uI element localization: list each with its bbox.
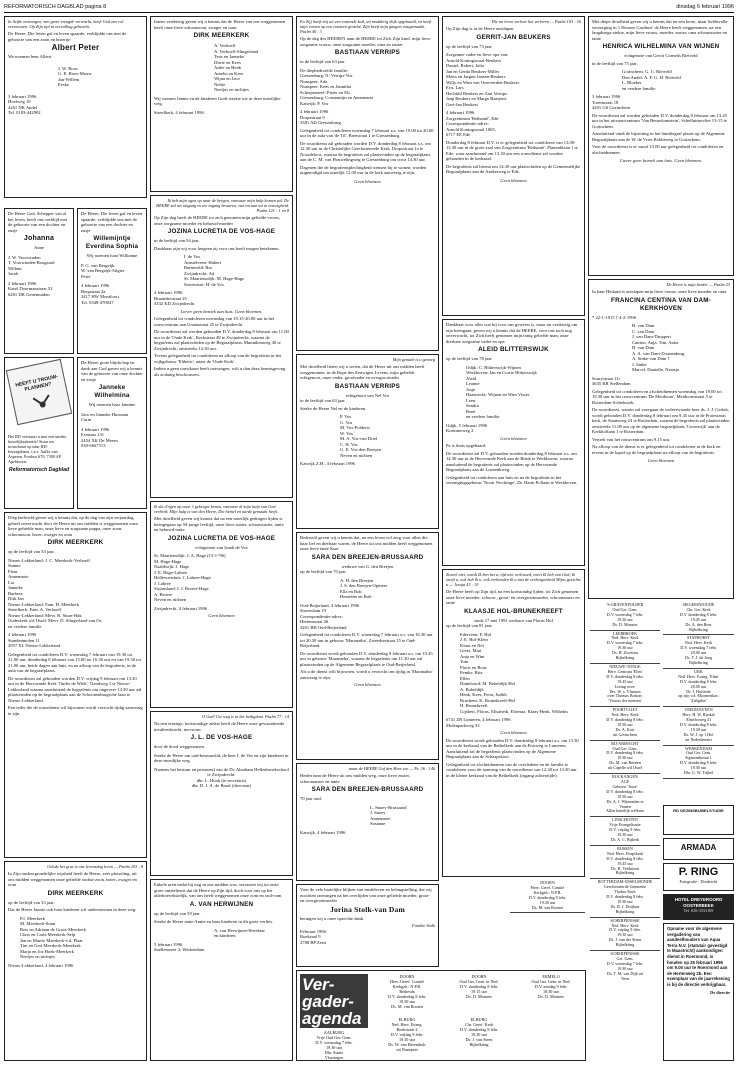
address: 5 februari 1996 Snellenweer 2, Werkendam <box>154 941 205 952</box>
family-list: Odijk: C. Blitterswijk-Wijnen Werkhoven: Jan en Corrie Blitterswijk Aleid Leanne Josje Haastrecht: Wijnen en Wim Visser Leen Sandra René en verdere familie <box>466 364 537 419</box>
thanks-jorina-stolk <box>296 884 439 967</box>
church-services-left <box>590 602 660 982</box>
obituary-bastiaan-verrips-inlaws <box>296 354 439 529</box>
bible-verse: Mijn genade is u genoeg <box>392 357 435 362</box>
visit-note: Liever geen bezoek aan huis. Geen bloemen. <box>180 308 263 314</box>
wish-text: Sterke de Heere om oud-bestuurslid, de heer I. de Vos en zijn kinderen in deze moeilijke weg. <box>154 752 289 763</box>
intro-verse: In liefde ontvangen, met grote vreugde verwacht, heeft God ons vol vertrouwen. Op Zijn tijd in vervulling gebracht. <box>8 19 124 29</box>
parents: Jaco en Janneke Huisman Carin <box>81 411 129 422</box>
funeral-info: De rouwdienst, waarin zal voorgaan de weleerwaarde heer ds. J. J. Gerlab, wordt gehouden D.V. donderdag 8 februari om 9.45 uur in de Protestants kerk, de Staatsweg 24 te Rotterdam, waarna de begrafenis zal plaatsvinden omstreeks 11.00 uur op de algemene begraafplaats 'Crooswijk' aan de Kerkhoflaan 1 te Rotterdam. <box>592 407 730 434</box>
family-list: De diepbedroefde familie: Giessenburg: N. Verrips-Vos Nunspeet: Ada Nunspeet: Kees en Jannitha Scherpenzeel: Pieter en Els Giessenburg: Constantijn en Annemarie Katwijk: P. Vos <box>300 67 374 106</box>
age: op de leeftijd van 81 jaar. <box>446 623 493 628</box>
bible-verse: O God! Uw weg is in het heiligdom. Psalm 77 : 14 <box>201 714 289 719</box>
deceased-name: BASTIAAN VERRIPS <box>334 382 401 390</box>
age: in de leeftijd van 94 jaar. <box>154 238 200 243</box>
obituary-gerrit-jan-beukers <box>442 16 585 316</box>
obituary-dirk-meerkerk-parents <box>4 861 147 1061</box>
service-item: VRIEZENVEEN Herv. H. W. Rietkal Almelosweg 41 D.V. donderdag 8 febr. 19.30 uur Ds. W. J. op 't Hof uit Nederhemert <box>663 707 734 745</box>
child-name: Johanna <box>23 235 55 242</box>
place-date: Nieuw-Lekkerland, 4 februari 1996 <box>8 962 74 968</box>
address: Februari 1996 Boekzaal 9 2788 BP Zeist <box>300 928 327 945</box>
funeral-info: De rouwdienst zal worden gehouden D.V. donderdag 8 februari om 13.45 uur in het uitvaartcentrum 'Van Beusekomstein', Schelluinsevliet 13-15 te Gorinchem. <box>592 112 728 129</box>
age: op de leeftijd van 33 jaar. <box>8 549 55 554</box>
church-services-col4 <box>510 880 585 968</box>
age: in de leeftijd van 63 jaar. <box>300 398 346 403</box>
deceased-name: Jorina Stolk-van Dam <box>330 904 405 914</box>
wedding-gift-illustration <box>6 359 72 425</box>
agenda-item: DOORN Herv. Geref. Comité Kerkgeb.: N.P.B. Bethesda D.V. donderdag 8 febr. 19.30 uur Ds. M. van Rooten <box>387 974 427 1009</box>
board-text: Namens het bestuur en personeel van de Dr. Abraham Hellenbroekschool te Zwijndrecht: <box>154 766 289 777</box>
obituary-aleid-blitterswijk <box>442 319 585 566</box>
family-signature: Familie Stolk <box>411 923 435 928</box>
ad-title: RD GEZINSBIJBELSTUDIE <box>673 808 724 813</box>
child-name: Janneke Wilhelmina <box>94 384 130 399</box>
promo-text: Het RD verstuurt u met een unieke huwelijksattentie! Stuur uw trouwkaart op naar RD-bezorgdienst, t.a.v. Aafke van Asperen, Postbus 670, 7300 AP Apeldoorn. <box>8 434 67 464</box>
armada-ad <box>663 838 734 860</box>
no-flowers: Geen bloemen <box>354 682 381 687</box>
announcement-text: Met droefheid geven wij kennis dat na een moeilijk gedragen lijden is heengegaan op 94-jarige leeftijd, onze lieve zuster, schoonzuster, tante en behuwd-tante <box>154 516 284 532</box>
funeral-info: De rouwdienst zal gehouden worden D.V. donderdag 8 februari a.s. om 12.30 uur in de Christelijke Gereformeerde Kerk, Dorpsstraat 1a te Noordeloos, waarna de begrafenis zal plaatsvinden op de begraafplaats aan de C. M. van Houwelingweg te Giessenburg om circa 14.30 uur. <box>300 140 431 162</box>
brand-logo: Reformatorisch Dagblad <box>8 467 70 473</box>
service-item: ROTTERDAM-IJSSELMONDE Gereformeerde Gemeente Thabor Kerk D.V. donderdag 8 febr. 19.30 uur Ds. R. J. Dorjbart Bijbelkring <box>590 879 660 917</box>
agenda-item: AALBURG Vrije Oud Ger. Gem. D.V. woensdag 7 febr. 19.30 uur Dhr. Staats Vlassingen <box>315 1030 353 1060</box>
announcement-text: Na een ernstige, kortstondige ziekte heeft de Heere onze gewaardeerde invalieerkracht, mevrouw <box>154 721 285 732</box>
bible-verse: Die nu leven verloor het verloren — Psalm 103 : 16 <box>491 19 581 24</box>
obituary-klaasje-hol-brunekreeft <box>442 569 585 877</box>
bible-verse: Gelukt het gras is ons levensdag leven — Psalm 103 : 8 <box>47 864 143 869</box>
age: op de leeftijd van 73 jaar. <box>446 43 493 49</box>
family-list: A. van Herwijnen-Havelaar en kinderen <box>214 927 265 938</box>
birth-announcement-willemijntje <box>77 208 147 354</box>
page-header <box>4 3 734 13</box>
family-list: A. Verhoeff A. Verhoeff-Slingerland Teus en Janneke Dirrie en Kees Adrie en Henk Amelia en Kees Wijna en Jaco Neltie Neefjes en nichtjes <box>214 43 259 92</box>
no-flowers: Geen bloemen <box>500 177 527 183</box>
notice-text: Indien u geen rouwkaart heeft ontvangen, wilt u dan deze kennisgeving als zodanig beschouwen. <box>154 366 286 377</box>
birth-announcement-albert-peter <box>4 16 147 198</box>
deceased-name: GERRIT-JAN BEUKERS <box>476 33 551 41</box>
deceased-name: JOZINA LUCRETIA DE VOS-HAGE <box>167 534 276 542</box>
parents: J. W. Roos G. E. Roos-Mouw Jan-Willem Eeske <box>58 65 92 87</box>
nickname: We noemen hem Albert <box>8 54 52 59</box>
spouse: echtgenote van Izaak de Vos <box>195 544 248 550</box>
parents: P. G. van Bergeijk W. van Bergeijk-Stigter Peter <box>81 262 125 279</box>
obituary-sara-den-breejen-siblings <box>296 763 439 881</box>
church-services-right <box>663 602 734 802</box>
spouse: echtgenoot van Nel Vos <box>345 392 390 398</box>
family-list: P. Vos G. Vos M. Vos-Polderts W. Vos M. A. Vos-van Driel C. H. Vos G. E. Vos-den Breejen Neven en nichten <box>340 414 382 458</box>
deceased-name: KLAASJE HOL-BRUNEKREEFT <box>464 607 563 615</box>
deceased-name: FRANCINA CENTINA VAN DAM-KERKHOVEN <box>611 296 711 312</box>
obituary-francina-van-dam <box>588 279 734 599</box>
agenda-item: ELBURG Chr. Geref. Kerk D.V. donderdag 8 febr. 19.30 uur Ds. J. van Steen Bijbelkring <box>459 1017 499 1047</box>
deceased-name: SARA DEN BREEJEN-BRUSSAARD <box>311 786 424 793</box>
service-item: RIJ-ARMACHT Oud Ger. Gem. D.V. donderdag 8 febr. 19.30 uur Ds. M. van Reenen uit Capelle a/d IJssel <box>590 741 660 774</box>
parents: J. W. Voorwinden T. Voorwinden-Boogaard Willem Jacob <box>8 254 55 276</box>
family-list: L. Snoey-Brussaard J. Snoey Annemarie Susanne <box>370 804 407 826</box>
p-ring-ad <box>663 863 734 891</box>
departure-info: Vertrek van het rouwcentrum om 9.15 uur. <box>592 436 671 442</box>
address: 4 februari 1996 Bruanderstraat 25 3332 KD Zwijndrecht <box>154 290 195 306</box>
age: op de leeftijd van 33 jaar. <box>8 899 55 905</box>
announcement-text: Heden nam de Heere uit ons midden weg, onze lieve zuster, schoonzuster en tante <box>300 773 411 784</box>
agenda-title: Ver-gader-agenda <box>300 974 368 1028</box>
place-date: Streefkerk, 4 februari 1996 <box>154 109 204 115</box>
deceased-name: DIRK MEERKERK <box>193 32 250 39</box>
agenda-item: DOORN Oud Ger. Gem. in Ned. D.V. donderdag 8 febr. 19.15 uur Ds. D. Monster <box>459 974 499 999</box>
address: 4 februari 1996 Dorpsstraat 9 3381 AD Giessenburg <box>300 109 341 125</box>
announcement-text: Op de dag des HEEREN nam de HEERE tot Zich Zijn kind, mijn lieve zorgzame vrouw, onze zorgzame moeder, oma en zuster <box>300 36 431 47</box>
nickname: Wij noemen haar Willianne <box>86 253 138 258</box>
condolence-after: Na afloop van de dienst is er gelegenheid tot condoleren in de kerk en tevens in de kapel op de begraafplaats na afloop van de begrafenis. <box>592 444 721 455</box>
bible-verse: maar de HEERE Gaf den Heer toe — Ps. 36 : 146 <box>348 766 435 771</box>
address: Sourystraat 11c 3635 KR Stellendam <box>592 375 631 386</box>
deceased-name: BASTIAAN VERRIPS <box>334 49 401 56</box>
no-flowers: Geen bloemen <box>500 730 527 735</box>
announcement-text: Intens verdrietig geven wij u kennis dat de Heere van ons weggenomen heeft onze lieve schoonzoon, zwager en oom <box>154 19 286 30</box>
address: Oud-Beijerland, 4 februari 1996 Stavenlaan 19 Correspondentie-adres: Hertenstraat 26 3261 BH Oud-Beijerland <box>300 602 360 630</box>
age: op de leeftijd van 59 jaar. <box>154 910 201 916</box>
address: 3 februari 1996 Hoefweg 19 4261 NK Andel Tel. 0183-442902 <box>8 93 41 115</box>
condolence-info: Gelegenheid tot condoleren aan huis en na de begrafenis in het verenigingsgebouw 'Nooit Verchinge', Dr. Harm Pollaan te Werkhoven. <box>446 474 578 485</box>
ad-title: P. RING <box>678 866 719 878</box>
address: 4 februari 1996 Bergstraat 2a 2417 HW Montfoort Tel. 0348-470047 <box>81 283 119 305</box>
address: Odijk, 5 februari 1996 Krommeweg 2 <box>446 422 488 433</box>
condolence-info: Gelegenheid tot condoleren woensdag van 19.15-20.00 uur in het rouwcentrum aan Uraanstraat 25 te Zwijndrecht. <box>154 316 275 327</box>
obituary-sara-den-breejen-family <box>296 532 439 760</box>
no-flowers: Geen bloemen <box>500 435 527 441</box>
service-item: 'S-GRAVENPOLDER Oud Ger. Gem. D.V. woensdag 7 febr. 19.30 uur Ds. D. Monster <box>590 602 660 631</box>
family-list: Nieuw-Lekkerland: J. C. Meerkerk-Verhoeff Stanne Fleur Annemarie Lia Janneke Barbera Dirk Jan Nieuw-Lekkerland: Fam. H. Meerkerk Streefkerk: Fam. A. Verhoeff Nieuw-Lekkerland: Mevr. B. Sturn-Hak Ouderkerk a/d IJssel: Mevr. D. Slingerland-van Os en verdere familie <box>8 557 102 629</box>
deceased-name: J. L. DE VOS-HAGE <box>190 734 253 741</box>
ad-subtitle: Fotografie - Dordrecht <box>679 879 718 884</box>
aqua-terra-notice <box>663 923 734 1061</box>
service-item: NIEUWE-TONGE Herv. Centrum 'Elim' D.V. donderdag 8 febr. 19.45 uur Lezing over: Drs. W. v. Vlastuin over Thomas Boston: 'Vissers der mensen' <box>590 664 660 707</box>
wish-text: Dat de Heere Jannie ook haar kinderen wil ondersteunen in deze weg. <box>8 907 137 912</box>
funeral-info: De rouwdienst zal worden gehouden D.V. donderdag 8 februari om 11.00 uur in de 'Oude Kerk', Kerkstraat 49 te Zwijndrecht, waarna de begrafenis zal plaatsvinden op de Begraafplaats, Munnikenweg 40 te Zwijndrecht, omstreeks 12.30 uur. <box>154 329 289 351</box>
condolence-info: Gelegenheid tot condoleren D.V. woensdag 7 februari van 19.30 tot 21.00 uur, donderdag 8 februari van 15.00 tot 16.30 uur en van 19.30 tot 21.00 uur, beide dagen aan huis, en na afloop van de begrafenis, in de aula van de begraafplaats. <box>8 651 142 673</box>
bible-verse: En Zijj hoeft mij uit een ruisende kuil, uit modderig slijk opgehaald, en heeft mijn voeten op een rotsteen gesteld; Zijn heeft mijn gangen vastgemaakt. Psalm 40 : 3 <box>300 19 432 34</box>
obituary-school-board <box>150 711 293 876</box>
family-list: H. van Dam C. van Dam J. van Dam-Droppert Catrien, Anja, Tim, Anita H. van Dam A. A. van Dam-Zwanenburg A. Sinke-van Dam † J. Sinke Marcel, Danielle, Natasja <box>632 323 685 372</box>
page-date: dinsdag 6 februari 1996 <box>676 4 734 10</box>
rd-wedding-promo <box>4 357 74 509</box>
address: 4 februari 1996 Standenmolen 11 2957 XL Nieuw-Lekkerland <box>8 632 61 648</box>
announcement-text: De Heere heeft op Zijn tijd, na een kortstondig lijden, tot Zich genomen onze lieve moeder, schoon-, groot- en overgrootmoeder, schoonzuster en tante <box>446 589 580 605</box>
announcement-text: Diep bedroefd geven wij u kennis dat, op de dag van zijn verjaardag, geheel onverwacht door de Heere uit ons midden is weggenomen onze lieve gehielde man, onze lieve en zorgzame pappa, onze zoon, schoonzoon, broer, zwager en oom <box>8 515 138 537</box>
family-list: P.I. Meerkerk M. Meerkerk-Stam Bets en Adriaan de Groot-Meerkerk Chris en Carla Meerkerk-Selp Jan en Marrie Meerkerk-v.d. Plaat Tini en Gert Meerkerk-Meerkerk Marja en Jos Hoek-Meerkerk Neefjes en nichtjes <box>20 915 87 959</box>
announcement-text: De Heere God, Schepper van al het leven, heeft ons verblijd met de geboorte van een dochter en zusje <box>8 211 68 233</box>
subtext: door de dood weggenomen. <box>154 744 206 749</box>
deceased-name: DIRK MEERKERK <box>47 889 104 897</box>
service-item: SIEGERSWOUDE Chr. Ger. Kerk D.V. donderdag 8 febr. 19.45 uur Ds. A. den Boer Bijbelkring <box>663 602 734 635</box>
service-item: WERKENDAM Oud Ger. Gem. Sigmondstraat 1 D.V. donderdag 8 febr. 19.30 uur Dhr. G. W. Trijbel <box>663 746 734 779</box>
gratitude: Dankbaar zijn wij voor hetgeen zij voor ons heeft mogen betekenen. <box>154 245 280 251</box>
deceased-name: ALEID BLITTERSWIJK <box>478 346 549 353</box>
announcement-text: In Zijn ondoorgrondelijke wijsheid heeft de Heere, zeer plotseling, uit ons midden weggenomen onze geliefde oudste zoon, broer, zwager en oom <box>8 871 137 887</box>
wish-text: Wij wensen Jannie en de kinderen Gods sterkte toe in deze moeilijke weg. <box>154 95 281 106</box>
service-item: POORTVLIET Ned. Herv. Kerk D.V. donderdag 8 febr. 19.30 uur Ds. A. Kort uit Gorinchem <box>590 707 660 740</box>
obituary-dirk-meerkerk-inlaws <box>150 16 293 192</box>
child-second-name: Anne <box>34 245 44 250</box>
paper-name: REFORMATORISCH DAGBLAD pagina 8 <box>4 4 107 10</box>
funeral-info: De rouwdienst zal gehouden worden D.V. vrijdag 9 februari om 13.30 uur in de Hervormde Kerk 'Onder de Wiek', Tiendweg 1 te Nieuw-Lekkerland waarna aansluitend de begrafenis om ongeveer 14.30 uur zal plaatsvinden op de begraafplaats aan de Schoonenburgsche laan te Nieuw-Lekkerland. <box>8 675 142 703</box>
place-date: Zwijndrecht, 4 februari 1996 <box>154 605 208 611</box>
widow-of: sinds 17 mei 1991 weduwe van Florus Hol <box>474 617 553 623</box>
ad-text: Tel. 026-3333169 <box>683 908 714 913</box>
child-name: Willemijntje Everdina Sophia <box>85 235 139 250</box>
deceased-name: JOZINA LUCRETIA DE VOS-HAGE <box>167 228 276 235</box>
agenda-item: ELBURG Ned. Herv. Evang. Boekstraat 2 D.V. vrijdag 9 febr. 19.30 uur Ds. W. van Herenthals uit Nunspeet <box>388 1017 426 1052</box>
funeral-info: De begrafenis zal hierna om 14.30 uur plaatsvinden op de Gemeentelijke Begraafplaats aan de Aaakerweg te Ede. <box>446 163 581 174</box>
wish-text: Sterke de Heere Nel en de kinderen. <box>300 405 367 411</box>
signatories: dhr. L. Hook (te secretaris) dhr. D. J. A. de Brual (directeur) <box>191 777 252 788</box>
ad-title: HOTEL DREYEROORD OOSTERBEEK <box>674 897 723 908</box>
extra-condolence: Tevens gelegenheid tot condoleren na afloop van de begrafenis in het wijkgebouw 'Elthetic', naast de 'Oude Kerk'. <box>154 353 282 364</box>
obituary-jozina-de-vos-hage-siblings <box>150 501 293 708</box>
age: op de leeftijd van 70 jaar. <box>300 569 347 574</box>
notice-signature: De directie <box>710 989 730 995</box>
deceased-name: DIRK MEERKERK <box>47 539 104 546</box>
obituary-dirk-meerkerk-family <box>4 512 147 858</box>
announcement-text: In haar Heiland is ontslapen mijn lieve vrouw, onze lieve moeder en oma <box>592 289 727 294</box>
deceased-name: SARA DEN BREEJEN-BRUSSAARD <box>311 553 424 561</box>
deceased-name: A. VAN HERWIJNEN <box>189 900 254 908</box>
obituary-henrica-van-wijnen <box>588 16 734 276</box>
notice-text: Opname voor de algemene vergadering van aandeelhouders van Aqua Terra N.V. (statutair gevestigd te Maastricht) aankondigen dienst in Roermond, is houden op 25 februari 1996 om 9.00 uur te Roermond aan de Hertenweg 2b. Een exemplaar van de jaarrekening is bij de directie verkrijgbaar. <box>667 926 730 987</box>
attendance-note: Als u de dienst wilt bijwonen, wordt u verzocht om tijdig in 'Maranatha' aanwezig te zijn. <box>300 669 433 680</box>
condolence-info: Voor de rouwdienst is er vanaf 13.00 uur gelegenheid tot condoleren en afscheidnemen. <box>592 144 724 155</box>
service-item: DOORN Herv. Geref. Comité Kerkgeb.: N.P.B. D.V. donderdag 8 febr. 19.30 uur Ds. M. van Rooten <box>510 880 585 913</box>
address: 4 februari 1996 Evenaar 131 2454 XK De Meern 030-6667513 <box>81 426 118 448</box>
age: op de leeftijd van 78 jaar. <box>446 356 493 361</box>
obituary-jozina-de-vos-hage-family <box>150 195 293 498</box>
announcement-text: Op Zijn dag is in de Heere ontslapen <box>446 26 514 31</box>
service-item: URK Ned. Herv. Evang. 'Elim' D.V. donderdag 8 febr. 20.00 uur Dr. J. Hofstede op zijn v.d. Moomenkas: 'Zaligdoe' <box>663 669 734 707</box>
announcement-text: De Heere, Die leven gaf en leven spaarde, verblijdde ons met de geboorte van een zoon en broertje <box>8 31 127 42</box>
no-flowers: Geen bloemen <box>208 613 235 618</box>
family-list: A. H. den Breejen J. S. den Breejen-Opmeer Ella en Bob Henriëtte en Rob <box>340 577 388 599</box>
announcement-text: De Heere grote blijdschap en dank aan God gaven wij u kennis van de geboorte van onze dochter en zusje <box>81 360 143 382</box>
obituary-bastiaan-verrips-family <box>296 16 439 351</box>
rd-gezinsbijbelstudie-ad <box>663 805 734 835</box>
age: 70 jaar oud. <box>300 796 322 801</box>
family-list: I. de Vos Amstelveen: Hubert Barneveld: Ria Zwijndrecht: Ad St. Maartensdijk: M. Hage-Hage Stavenisse: H. de Vos <box>184 254 245 287</box>
condolence-info: Gelegenheid tot condoleren D.V. woensdag 7 februari a.s. van 16.30 uur tot 20.30 uur in gebouw 'Maranatha', Zweedsestraat 15 te Oud-Beijerland. <box>300 632 433 648</box>
family-list: Ederveen: F. Hol J. E. Hol-Klein Klaas en Nel Greet, Mart Anja en Wim Tom Floris en Rosa Femke, Rita Ellen Dinteloord: M. Bobeldijk-Hol A. Bobeldijk Henk, Kees, Fetra, Judith Bruchem: K. Brunekreeft-Hol H. Brunekreeft Gijsbert, Florus, Elisabeth, Elsemia, Klaas-Henk, Wilhelm <box>460 631 568 714</box>
announcement-text: Enkele uren nadat hij nog in ons midden was, verrasten wij tot onze grote ontsteltenis dat de Heere op Zijn tijd, doch voor ons op het allerhoevekstelijk, van ons heeft weggenomen onze oom en oud-oom <box>154 882 282 898</box>
announcement-text: Met droefheid lieten wij u weten, dat de Heere uit ons midden heeft weggenomen, in de Rope des Eeuwigen Levens, mijn geliefde echtgenoot, onze vader, grootvader en overgrootvader <box>300 364 425 380</box>
age: in de leeftijd van 75 jaar. <box>592 60 638 66</box>
burial-info: Aansluitend vindt de bijzetting in het familiegraf plaats op de Algemene Begraafplaats aan de W. de Vries Robbeweg te Gorinchem. <box>592 131 725 142</box>
condolence-info: Gelegenheid tot afscheidnemen van de overledene en de familie te condoleren voor de aanvang van de rouwdienst van 12.30 tot 13.30 uur in de kleine kerkzaal van de Bethelkerk (ingang achterzijde). <box>446 761 577 778</box>
hotel-dreyeroord-ad <box>663 894 734 920</box>
gift-bow-icon <box>7 360 73 426</box>
bible-verse: De Heere is mijn herder — Psalm 23 <box>666 282 730 287</box>
deceased-name: HENRICA WILHELMINA VAN WIJNEN <box>602 43 720 50</box>
condolence-info: Gelegenheid tot condoleren en afscheidnemen woensdag van 19.00 tot 19.30 uur in het rouwcentrum 'De Meidoorn', Meidoornstraat 5 te Rotterdam-Schiebroek. <box>592 388 722 405</box>
announcement-text: Op Zijn dag heeft de HEERE tot zich genomen mijn geliefde vrouw, onze zorgzame moeder en behuwd-moeder <box>154 215 280 226</box>
ad-title: ARMADA <box>680 843 717 852</box>
announcement-text: Met diepe droefheid geven wij u kennis dat na een korte, maar liefdevolle verzorging in 't Nieuwe Gasthuis' de Heere heeft weggenomen, na een langdurige ziekte, mijn lieve vrouw, moeder, zuster, oma schoonzuster en tante <box>592 19 728 41</box>
family-list: Zorgzame vader en lieve opa van: Arnold Koningswaal-Beukers Daniel, Robert, Julia Jan en Gerda Beukers-Miller Metta en Jurgen Jansen-Beukers Willy en Wim van Ooerverden-Beukers Eva, Lars Hechtild Beukers en Aart Verrips Jaap Beukers en Margo Baarjens Gert-Jan Beukers <box>446 52 520 107</box>
thanks-text: Voor de vele hartelijke blijken van medeleven en belangstelling, die wij mochten ontvangen na het overlijden van onze geliefde moeder, groot- en overgrootmoeder <box>300 887 432 903</box>
birth-announcement-janneke <box>77 357 147 509</box>
birth-announcement-johanna <box>4 208 74 354</box>
obituary-a-van-herwijnen <box>150 879 293 1061</box>
family-list: St. Maartensdijk: J. A. Hage (15-1-'96) M. Hage-Hage Naaldwijk: J. Hage J. E. Hage-Labree Hellevoetsluis: J. Labree-Hage J. Labree Sirjansland: I. J. Broere-Hage A. Broere Neven en nichten <box>154 553 226 602</box>
widow-of: weduwe van G. den Breejen <box>341 563 394 569</box>
life-dates: * 22-1-1915 † 4-2-1996 <box>592 314 637 320</box>
address: 6741 ZR Lunteren, 4 februari 1996 Molenparkweg 33 <box>446 717 511 728</box>
laid-out-note: Pa is thuis opgebaard. <box>446 443 487 448</box>
promo-title: HEEFT U TROUW-PLANNEN? <box>14 373 59 393</box>
service-item: STAPHORST Ned. Herv. Kerk D.V. woensdag 7 febr. 20.00 uur Ds. T. J. de Jong Bijbelkring <box>663 635 734 668</box>
address: 2 februari 1996 Karel Doormanstraat 53 6281 DK Genemuiden <box>8 280 53 297</box>
meeting-agenda <box>296 970 586 1061</box>
age: in de leeftijd van 63 jaar <box>300 59 345 64</box>
place-date: Katwijk Z.H., 4 februari 1996 <box>300 461 355 466</box>
address: 3 februari 1996 Torenstraat 18 4201 GS Gorinchem <box>592 94 631 110</box>
service-item: SCHERPENISSE Ned. Herv. Kerk D.V. vrijdag 9 febr. 19.30 uur Ds. J. van der Steen Bijbelkring <box>590 918 660 951</box>
attendance-note: Een ieder die de rouwdienst wil bijwonen wordt verzocht tijdig aanwezig te zijn. <box>8 705 143 716</box>
place-date: Katwijk, 4 februari 1996 <box>300 829 346 835</box>
announcement-text: Dankbaar voor alles wat hij voor ons geweest is, maar nu verdrietig om zijn heengaan, geven wij u kennis dat de HEERE, voor ons toch nog onverwacht, tot Zich heeft genomen mijn innig geliefde man, onze dierbare zorgzame vader en opa <box>446 322 578 344</box>
condolence-info: Gelegenheid tot condoleren woensdag 7 februari a.s. van 19.00 tot 20.00 uur in de aula van 'de Til', Breestraat 1 te Giessenburg. <box>300 127 434 138</box>
spouse: echtgenote van Gerrit Cornelis Rietveld <box>624 53 698 58</box>
funeral-info: De rouwdienst wordt gehouden D.V. donderdag 8 februari a.s. om 10.45 uur in gebouw 'Maranatha', waarna de begrafenis om 11.30 uur zal plaatsvinden op de Algemene Begraafplaats te Oud-Beijerland. <box>300 650 433 667</box>
funeral-info: De rouwdienst wordt gehouden D.V. donderdag 8 februari a.s. om 13.30 uur in de kerkzaal van de Bethelkerk aan de Postweg te Lunteren. Aansluitend zal de begrafenis plaatsvinden op de Algemene Begraafplaats aan de Schaapskooi. <box>446 737 579 759</box>
no-flowers: Geen bloemen <box>647 458 675 463</box>
visit-note: Liever geen bezoek aan huis. Geen bloemen. <box>620 158 702 163</box>
child-name: Albert Peter <box>51 43 100 52</box>
bible-verse: Ik heb mijn ogen op naar de bergen, vanwaar mijn hulp komen zal. De HEERE zal uw uitgang en uw ingang bewaren, van nu aan tot in eeuwigheid. Psalm 121 : 1 en 8 <box>156 198 289 213</box>
condolence-info: Donderdag 8 februari D.V. is er gelegenheid tot condoleren van 13.00-13.30 uur in de grote zaal van Zorgcentrum 'Bethanië', Plattenblaan 1 te Ede, waar aansluitend om 13.30 uur een rouwdienst zal worden gehouden in de kerkzaal. <box>446 139 578 161</box>
agenda-item: ERMELO Oud Ger. Gem. in Ned. D.V. zondag 9 febr. 18.30 uur Ds. D. Monster <box>531 974 571 999</box>
service-item: SCHERPENISSE Ger. Gem. D.V. woensdag 7 febr. 19.30 uur Ds. T. M. van Dijk uit Veen <box>590 951 660 982</box>
service-item: LINSCHOTEN Vrije Evangelisatie D.V. vrijdag 9 febr. 19.30 uur Ds. A. C. Bijkerk <box>590 817 660 846</box>
address: 4 februari 1996 Zorgcentrum 'Bethanië', Ede Correspondentie-adres: Arnold Koningswaal 1005, 6717 EE Ede <box>446 110 499 137</box>
nickname: Wij noemen haar Jannine <box>88 402 136 407</box>
service-item: LEERBROEK Ned. Herv. Kerk D.V. woensdag 7 febr. 19.30 uur Ds. H. Zweistra Bijbelkring <box>590 631 660 664</box>
bible-verse: Ik sla d'ogen op naar 't gebergte henen, vanwaar ik mijn hulp van God verbeid; Mijn hulp is van den Heere, Die hemel en aarde gemaakt heeft. <box>154 504 279 514</box>
announcement-text: De Heere, Die leven gaf en leven spaarde, verblijdde ons met de geboorte van een dochter en zusje <box>81 211 143 233</box>
announcement-text: Bedroefd geven wij u kennis dat, na een leven vol zorg voor allen die haar lief en dierbaar waren, de Heere uit ons midden heeft weggenomen onze lieve tante Saar <box>300 535 433 551</box>
bible-verse: Zoveel niet, wordt Ik ben het u, tijd niet verlossed, voert Ik heb van God; Ik sterft u, ook heb Ik u, ook verbonden Ik u met de verborgenheid Mijns gezichts u — Jesaja 43 : 19 <box>446 572 581 587</box>
attendance-note: Dagenen die de begrafenisplechtigheid wensen bij te wonen, worden uitgenodigd om uiterlijk 12.00 uur in de kerk aanwezig te zijn. <box>300 164 427 175</box>
funeral-info: De rouwdienst zal D.V. gehouden worden donderdag 8 februari a.s. om 14.30 uur in de Hervormde Kerk aan de Brink te Werkhoven, waarna aansluitend de begrafenis zal plaatsvinden op de Hervormde Begraafplaats aan de Loenenkweg. <box>446 450 577 472</box>
wish-text: Sterke de Heere tante Annie en haar kinderen in dit grote verlies. <box>154 919 274 924</box>
family-list: Gorinchem: G. C. Rietveld Den Andel: A. F. G. H. Rietveld L. Bloeker en verdere familie <box>622 69 681 91</box>
thanks-closing: betuigen wij u onze oprechte dank. <box>300 915 365 921</box>
service-item: RIJSSEN Ned. Herv. Dorpskerk D.V. donderdag 8 febr. 19.45 uur Ds. R. Velduizen Bijbelkring <box>590 846 660 879</box>
no-flowers: Geen bloemen <box>354 178 381 184</box>
service-item: ROCKANGEN AGF Gebouw 'Jesse' D.V. donderdag 8 febr. 19.30 uur Ds. A. J. Wijnmalen te Vianen Allen hartelijk welkom <box>590 774 660 817</box>
